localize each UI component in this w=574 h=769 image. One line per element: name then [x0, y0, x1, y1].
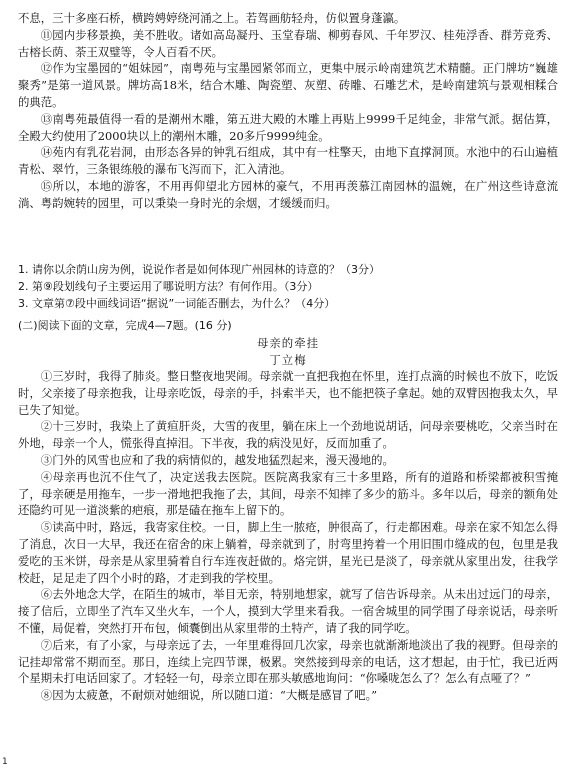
- article-author: 丁立梅: [269, 352, 307, 367]
- article-title: 母亲的牵挂: [257, 335, 319, 350]
- article-paragraph-6: ⑥去外地念大学，在陌生的城市，举目无亲，特别地想家，就写了信告诉母亲。从未出过远门的母亲，接了信后，立即坐了汽车又坐火车，一个人，摸到大学里来看我。一宿舍城里的同学围了母亲说话，母亲听不懂，局促着，突然打开布包，倾囊倒出从家里带的土特产，请了我的同学吃。: [18, 587, 558, 635]
- section-two-heading: (二)阅读下面的文章，完成4—7题。(16 分): [18, 319, 232, 332]
- page-number: 1: [2, 757, 8, 767]
- article-paragraph-5: ⑤读高中时，路远，我寄家住校。一日，脚上生一脓疮，肿很高了，行走都困难。母亲在家不知怎么得了消息，次日一大早，我还在宿舍的床上躺着，母亲就到了，肘弯里挎着一个用旧围巾缝成的包，包里是我爱吃的玉米饼，母亲是从家里骑着自行车连夜赶做的。烙完饼，星光已是淡了，母亲就从家里出发，往我学校赶，足足走了四个小时的路，才走到我的学校里。: [18, 520, 558, 585]
- paragraph-13: ⑬南粤苑最值得一看的是潮州木雕，第五进大殿的木雕上再贴上9999千足纯金，非常气派。据估算，全殿大约使用了2000块以上的潮州木雕，20多斤9999纯金。: [18, 111, 558, 143]
- paragraph-11: ⑪园内步移景换，美不胜收。诸如高岛凝丹、玉堂春瑞、柳剪春风、千年罗汉、桂苑浮香、群芳竞秀、古榕长荫、荼王双璧等，令人百看不厌。: [18, 27, 558, 59]
- questions-one-to-three: [18, 262, 558, 312]
- section-two-header: [18, 318, 558, 368]
- question-3: 3. 文章第⑦段中画线词语“据说”一词能否删去，为什么？（4分）: [18, 296, 336, 310]
- article-paragraph-7: ⑦后来，有了小家，与母亲远了去，一年里难得回几次家，母亲也就渐渐地淡出了我的视野。但母亲的记挂却常常不期而至。那日，连续上完四节课，极累。突然接到母亲的电话，这才想起，由于忙，我已近两个星期未打电话回家了。才轻轻一句，母亲立即在那头敏感地询问：“你嗓咙怎么了？怎么有点哑了？”: [18, 637, 558, 686]
- paragraph-12: ⑫作为宝墨园的“姐妹园”，南粤苑与宝墨园紧邻而立，更集中展示岭南建筑艺术精髓。正门牌坊“巍雄聚秀”是第一道风景。牌坊高18米，结合木雕、陶瓷塑、灰塑、砖雕、石雕艺术，是岭南建筑与景观相糅合的典范。: [18, 61, 558, 109]
- question-1: 1. 请你以余荫山房为例，说说作者是如何体现广州园林的诗意的？（3分）: [18, 263, 380, 276]
- article-paragraph-1: ①三岁时，我得了肺炎。整日整夜地哭闹。母亲就一直把我抱在怀里，连打点滴的时候也不放下，吃饭时，父亲接了母亲抱我，让母亲吃饭，母亲的手，抖索半天，也不能把筷子拿起。她的双臂因抱我太久，早已失了知觉。: [18, 369, 558, 417]
- passage-one: [18, 10, 558, 212]
- paragraph-15: ⑮所以，本地的游客，不用再仰望北方园林的豪气，不用再羡慕江南园林的温婉，在广州这些诗意流淌、粤韵婉转的园里，可以秉染一身时光的余烟，才缓缓而归。: [18, 178, 558, 210]
- paragraph-14: ⑭苑内有乳花岩洞，由形态各异的钟乳石组成，其中有一柱擎天，由地下直撑洞顶。水池中的石山遍植青松、翠竹，三条银练般的瀑布飞泻而下，汇入清池。: [18, 145, 558, 177]
- article-paragraph-4: ④母亲再也沉不住气了，决定送我去医院。医院离我家有三十多里路，所有的道路和桥梁都被积雪掩了，母亲硬是用拖车，一步一滑地把我拖了去，其间，母亲不知摔了多少的筋斗。多年以后，母亲的额角处还隐约可见一道淡紫的疤痕，那是磕在拖车上留下的。: [18, 469, 558, 518]
- article-paragraph-3: ③门外的风雪也应和了我的病情似的，越发地猛烈起来，漫天漫地的。: [40, 452, 394, 467]
- article-paragraph-8: ⑧因为太疲惫，不耐烦对她细说，所以随口道：“大概是感冒了吧。”: [40, 688, 378, 703]
- passage-two: [18, 368, 558, 704]
- paragraph-continuation: 不息，三十多座石桥，横跨娉婷绕河涌之上。若驾画舫轻舟，仿似置身蓬瀛。: [18, 11, 406, 25]
- question-2: 2. 第⑨段划线句子主要运用了哪说明方法？有何作用。（3分）: [18, 279, 319, 293]
- article-paragraph-2: ②十三岁时，我染上了黄疸肝炎，大雪的夜里，躺在床上一个劲地说胡话，问母亲要桃吃，父亲当时在外地，母亲一个人，慌张得直掉泪。下半夜，我的病没见好，反而加重了。: [18, 419, 558, 451]
